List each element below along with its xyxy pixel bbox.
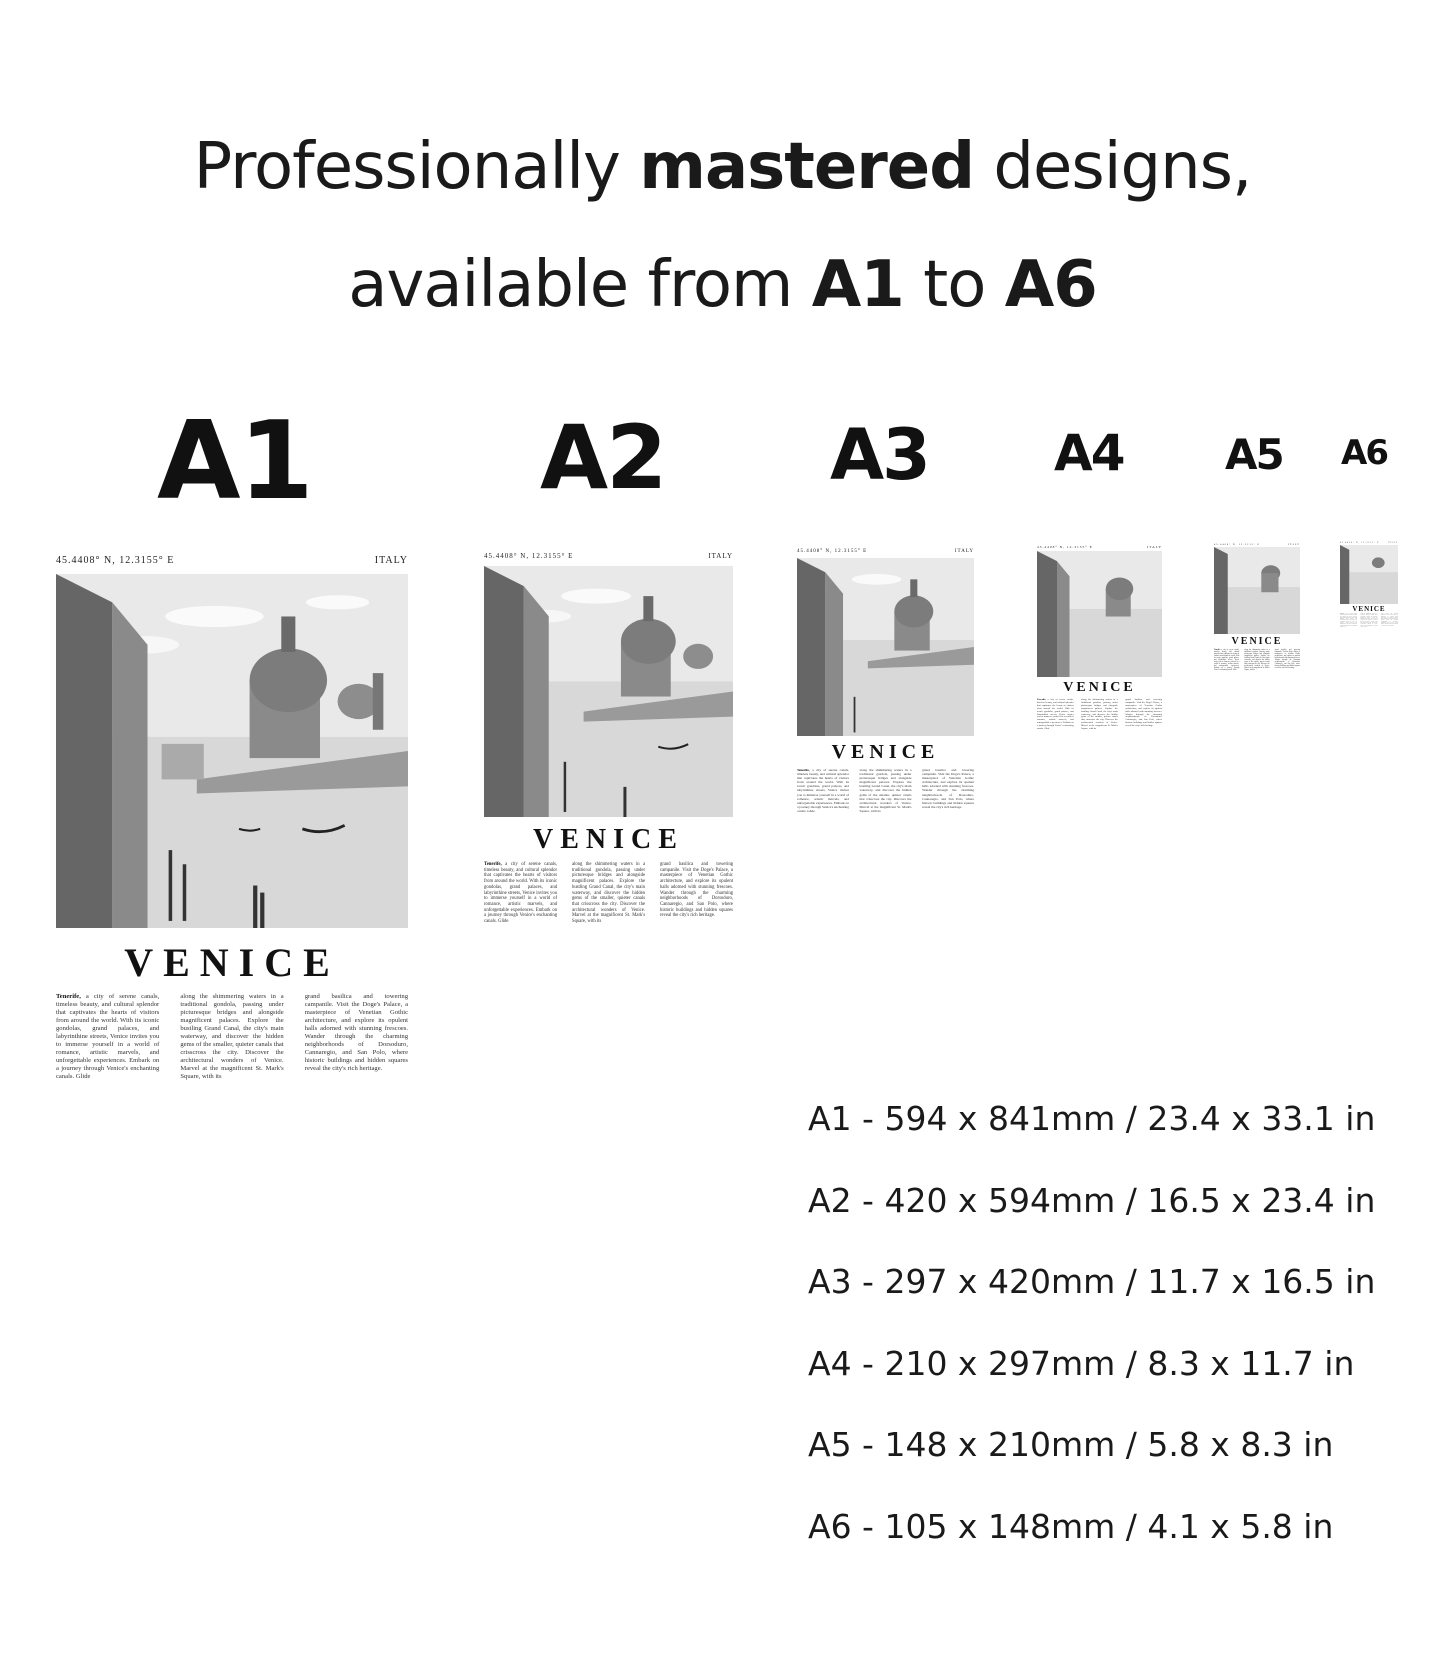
poster-text-column: grand basilica and towering campanile. Visit the Doge's Palace, a masterpiece of Venetian Gothic architecture, and explore its opulent halls adorned with stunning frescoes. Wander through the charming neighborhoods of Dorsoduro, Cannaregio, and San Polo, where historic buildings and hidden squares reveal the city's rich heritage. [1380,614,1398,627]
poster-text: a city of serene canals, timeless beauty, and cultural splendor that captivates the hearts of visitors from around the world. With its iconic gondolas, grand palaces, and labyrinthine streets, Venice invites you to immerse yourself in a world of romance, artistic marvels, and unforgettable experiences. Embark on a journey through Venice's enchanting canals. Glide [484,862,558,925]
poster-coordinates: 45.4408° N, 12.3155° E [56,555,175,566]
poster-a6 [1340,542,1398,628]
poster-text: a city of serene canals, timeless beauty, and cultural splendor that captivates the hearts of visitors from around the world. With its iconic gondolas, grand palaces, and labyrinthine streets, Venice invites you to immerse yourself in a world of romance, artistic marvels, and unforgettable experiences. Embark on a journey through Venice's enchanting canals. Glide [797,768,849,813]
poster-country: ITALY [954,549,974,554]
poster-country: ITALY [1387,542,1398,544]
poster-body [56,993,409,1080]
poster-photo [1340,545,1398,604]
poster-text-column [56,993,160,1080]
poster-text-column [484,862,558,925]
headline-text: Professionally [193,130,640,204]
poster-title: VENICE [831,741,940,763]
poster-coordinates: 45.4408° N, 12.3155° E [1214,543,1261,546]
dimension-row-a1: A1 - 594 x 841mm / 23.4 x 33.1 in [808,1099,1376,1138]
headline [0,108,1445,344]
poster-country: ITALY [1147,545,1162,549]
poster-country: ITALY [708,552,733,560]
poster-a3 [797,549,974,811]
poster-lead-word: Tenerife, [484,862,502,867]
poster-text: a city of serene canals, timeless beauty, and cultural splendor that captivates the hearts of visitors from around the world. With its iconic gondolas, grand palaces, and labyrinthine streets, Venice invites you to immerse yourself in a world of romance, artistic marvels, and unforgettable experiences. Embark on a journey through Venice's enchanting canals. Glide [1340,614,1358,628]
poster-lead-word: Tenerife, [56,993,81,1000]
poster-country: ITALY [1287,543,1300,546]
headline-text: available from [348,248,812,322]
poster-photo [797,558,974,736]
size-label-a3: A3 [830,414,929,496]
poster-text: a city of serene canals, timeless beauty, and cultural splendor that captivates the hearts of visitors from around the world. With its iconic gondolas, grand palaces, and labyrinthine streets, Venice invites you to immerse yourself in a world of romance, artistic marvels, and unforgettable experiences. Embark on a journey through Venice's enchanting canals. Glide [1037,698,1074,731]
headline-line-1 [0,108,1445,226]
poster-title: VENICE [1231,636,1283,647]
dimension-row-a6: A6 - 105 x 148mm / 4.1 x 5.8 in [808,1506,1334,1546]
poster-photo [56,574,408,928]
poster-coordinates: 45.4408° N, 12.3155° E [1037,545,1093,549]
poster-text-column: grand basilica and towering campanile. Visit the Doge's Palace, a masterpiece of Venetian Gothic architecture, and explore its opulent halls adorned with stunning frescoes. Wander through the charming neighborhoods of Dorsoduro, Cannaregio, and San Polo, where historic buildings and hidden squares reveal the city's rich heritage. [1274,649,1301,669]
headline-bold: mastered [639,130,975,204]
poster-text: a city of serene canals, timeless beauty, and cultural splendor that captivates the hearts of visitors from around the world. With its iconic gondolas, grand palaces, and labyrinthine streets, Venice invites you to immerse yourself in a world of romance, artistic marvels, and unforgettable experiences. Embark on a journey through Venice's enchanting canals. Glide [56,993,160,1080]
poster-title: VENICE [1063,680,1136,695]
size-label-a1: A1 [157,399,312,524]
poster-body [797,768,974,813]
dimension-row-a2: A2 - 420 x 594mm / 16.5 x 23.4 in [808,1180,1376,1220]
size-label-a2: A2 [540,406,666,509]
dimension-row-a3: A3 - 297 x 420mm / 11.7 x 16.5 in [808,1262,1376,1301]
headline-bold: A1 [811,248,904,322]
poster-text-column: along the shimmering waters in a traditional gondola, passing under picturesque bridges and alongside magnificent palaces. Explore the bustling Grand Canal, the city's main waterway, and discover the hidden gems of the smaller, quieter canals that crisscross the city. Discover the architectural wonders of Venice. Marvel at the magnificent St. Mark's Square, with its [1360,614,1378,628]
poster-text-column: grand basilica and towering campanile. Visit the Doge's Palace, a masterpiece of Venetian Gothic architecture, and explore its opulent halls adorned with stunning frescoes. Wander through the charming neighborhoods of Dorsoduro, Cannaregio, and San Polo, where historic buildings and hidden squares reveal the city's rich heritage. [659,862,734,919]
headline-text: designs, [974,130,1252,204]
size-label-a6: A6 [1341,433,1387,473]
poster-text-column: along the shimmering waters in a traditional gondola, passing under picturesque bridges and alongside magnificent palaces. Explore the bustling Grand Canal, the city's main waterway, and discover the hidden gems of the smaller, quieter canals that crisscross the city. Discover the architectural wonders of Venice. Marvel at the magnificent St. Mark's Square, with its [859,768,912,813]
dimension-row-a5: A5 - 148 x 210mm / 5.8 x 8.3 in [808,1425,1334,1464]
poster-text-column: along the shimmering waters in a traditional gondola, passing under picturesque bridges and alongside magnificent palaces. Explore the bustling Grand Canal, the city's main waterway, and discover the hidden gems of the smaller, quieter canals that crisscross the city. Discover the architectural wonders of Venice. Marvel at the magnificent St. Mark's Square, with its [180,993,284,1080]
poster-body [1037,699,1162,729]
poster-text-column: along the shimmering waters in a traditional gondola, passing under picturesque bridges and alongside magnificent palaces. Explore the bustling Grand Canal, the city's main waterway, and discover the hidden gems of the smaller, quieter canals that crisscross the city. Discover the architectural wonders of Venice. Marvel at the magnificent St. Mark's Square, with its [571,862,646,925]
dimensions-list [808,1078,1375,1567]
poster-text-column [1214,649,1239,670]
poster-lead-word: Tenerife, [797,768,810,772]
size-label-a4: A4 [1054,424,1124,482]
poster-text-column: grand basilica and towering campanile. Visit the Doge's Palace, a masterpiece of Venetian Gothic architecture, and explore its opulent halls adorned with stunning frescoes. Wander through the charming neighborhoods of Dorsoduro, Cannaregio, and San Polo, where historic buildings and hidden squares reveal the city's rich heritage. [922,768,974,809]
headline-bold: A6 [1004,248,1097,322]
poster-a5 [1214,543,1300,671]
poster-coordinates: 45.4408° N, 12.3155° E [1340,542,1380,544]
poster-text-column [1037,699,1074,729]
poster-country: ITALY [374,555,408,566]
dimension-row-a4: A4 - 210 x 297mm / 8.3 x 11.7 in [808,1343,1355,1383]
headline-text: to [903,248,1005,322]
poster-text-column [1340,614,1357,627]
poster-body [1340,614,1398,627]
headline-line-2 [0,226,1445,344]
poster-title: VENICE [124,940,340,985]
poster-text-column: along the shimmering waters in a traditional gondola, passing under picturesque bridges and alongside magnificent palaces. Explore the bustling Grand Canal, the city's main waterway, and discover the hidden gems of the smaller, quieter canals that crisscross the city. Discover the architectural wonders of Venice. Marvel at the magnificent St. Mark's Square, with its [1244,649,1270,671]
poster-lead-word: Tenerife, [1037,698,1047,701]
poster-lead-word: Tenerife, [1340,614,1345,615]
poster-lead-word: Tenerife, [1214,649,1221,651]
size-label-a5: A5 [1225,430,1283,479]
poster-text: a city of serene canals, timeless beauty, and cultural splendor that captivates the hearts of visitors from around the world. With its iconic gondolas, grand palaces, and labyrinthine streets, Venice invites you to immerse yourself in a world of romance, artistic marvels, and unforgettable experiences. Embark on a journey through Venice's enchanting canals. Glide [1214,649,1240,671]
poster-photo [1214,547,1300,634]
poster-text-column [797,768,849,813]
poster-photo [1037,551,1162,677]
poster-title: VENICE [533,824,684,855]
poster-coordinates: 45.4408° N, 12.3155° E [797,549,868,554]
poster-body [484,862,734,925]
poster-text-column: along the shimmering waters in a traditional gondola, passing under picturesque bridges and alongside magnificent palaces. Explore the bustling Grand Canal, the city's main waterway, and discover the hidden gems of the smaller, quieter canals that crisscross the city. Discover the architectural wonders of Venice. Marvel at the magnificent St. Mark's Square, with its [1081,698,1118,731]
poster-title: VENICE [1352,605,1386,613]
poster-a1 [56,555,409,1080]
poster-text-column: grand basilica and towering campanile. Visit the Doge's Palace, a masterpiece of Venetian Gothic architecture, and explore its opulent halls adorned with stunning frescoes. Wander through the charming neighborhoods of Dorsoduro, Cannaregio, and San Polo, where historic buildings and hidden squares reveal the city's rich heritage. [1125,698,1163,728]
poster-a2 [484,552,734,925]
poster-text-column: grand basilica and towering campanile. Visit the Doge's Palace, a masterpiece of Venetian Gothic architecture, and explore its opulent halls adorned with stunning frescoes. Wander through the charming neighborhoods of Dorsoduro, Cannaregio, and San Polo, where historic buildings and hidden squares reveal the city's rich heritage. [304,993,409,1072]
poster-body [1214,649,1300,670]
poster-a4 [1037,545,1162,730]
poster-photo [484,566,733,817]
poster-coordinates: 45.4408° N, 12.3155° E [484,552,574,560]
